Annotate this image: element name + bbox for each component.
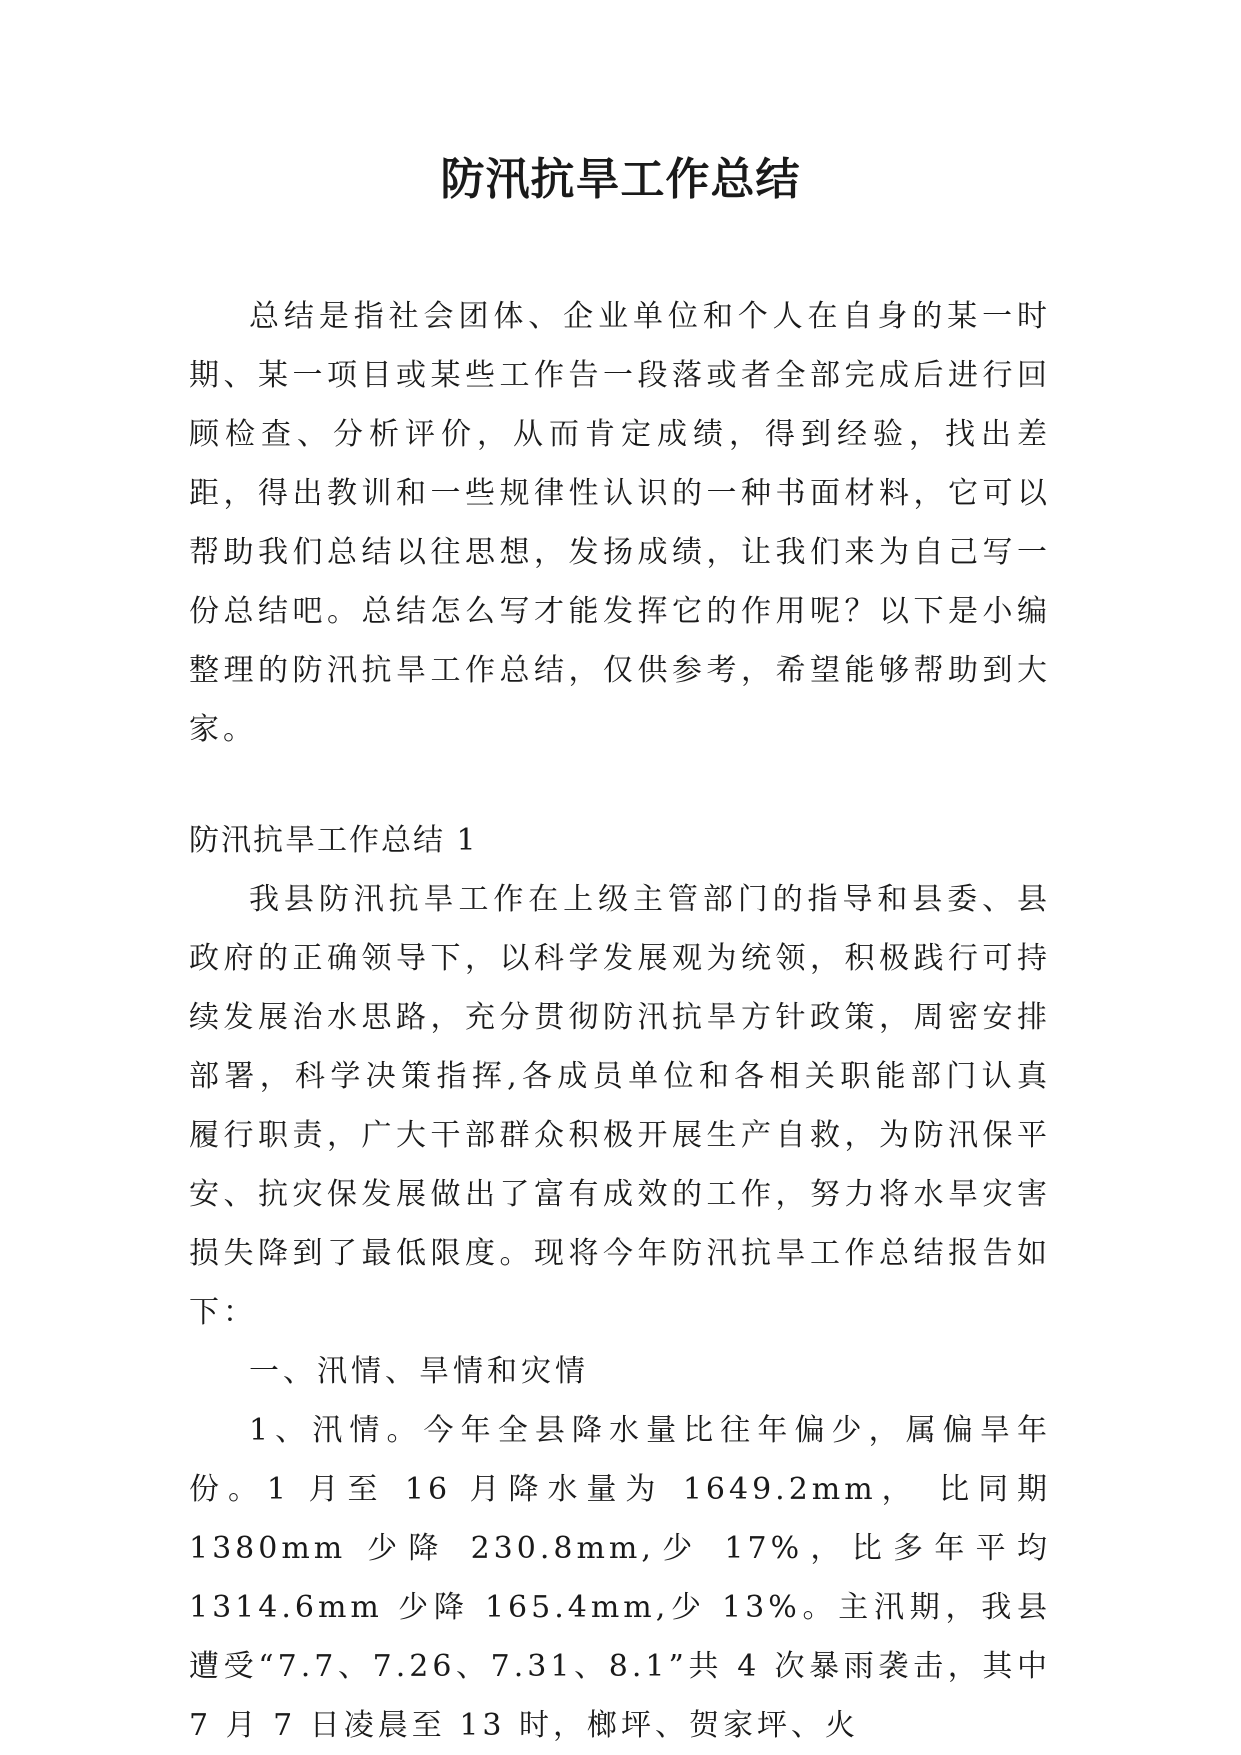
section-paragraph-1: 我县防汛抗旱工作在上级主管部门的指导和县委、县政府的正确领导下，以科学发展观为统领，积极践行可持续发展治水思路，充分贯彻防汛抗旱方针政策，周密安排部署，科学决策指挥,各成员单位和各相关职能部门认真履行职责，广大干部群众积极开展生产自救，为防汛保平安、抗灾保发展做出了富有成效的工作，努力将水旱灾害损失降到了最低限度。现将今年防汛抗旱工作总结报告如下： bbox=[189, 882, 1051, 1330]
section-title: 防汛抗旱工作总结 1 bbox=[189, 823, 478, 858]
document-title: 防汛抗旱工作总结 bbox=[440, 154, 801, 205]
section-paragraph-2: 1、汛情。今年全县降水量比往年偏少，属偏旱年份。1 月至 16 月降水量为 1649.2mm， 比同期 1380mm 少降 230.8mm,少 17%，比多年平均 1314.6mm 少降 165.4mm,少 13%。主汛期，我县遭受“7.7、7.26、7.31、8.1”共 4 次暴雨袭击，其中 7 月 7 日凌晨至 13 时，榔坪、贺家坪、火 bbox=[189, 1413, 1051, 1743]
intro-paragraph: 总结是指社会团体、企业单位和个人在自身的某一时期、某一项目或某些工作告一段落或者全部完成后进行回顾检查、分析评价，从而肯定成绩，得到经验，找出差距，得出教训和一些规律性认识的一种书面材料，它可以帮助我们总结以往思想，发扬成绩，让我们来为自己写一份总结吧。总结怎么写才能发挥它的作用呢？以下是小编整理的防汛抗旱工作总结，仅供参考，希望能够帮助到大家。 bbox=[189, 299, 1051, 747]
document-body bbox=[189, 287, 1051, 1755]
sub-heading-1: 一、汛情、旱情和灾情 bbox=[249, 1354, 589, 1389]
